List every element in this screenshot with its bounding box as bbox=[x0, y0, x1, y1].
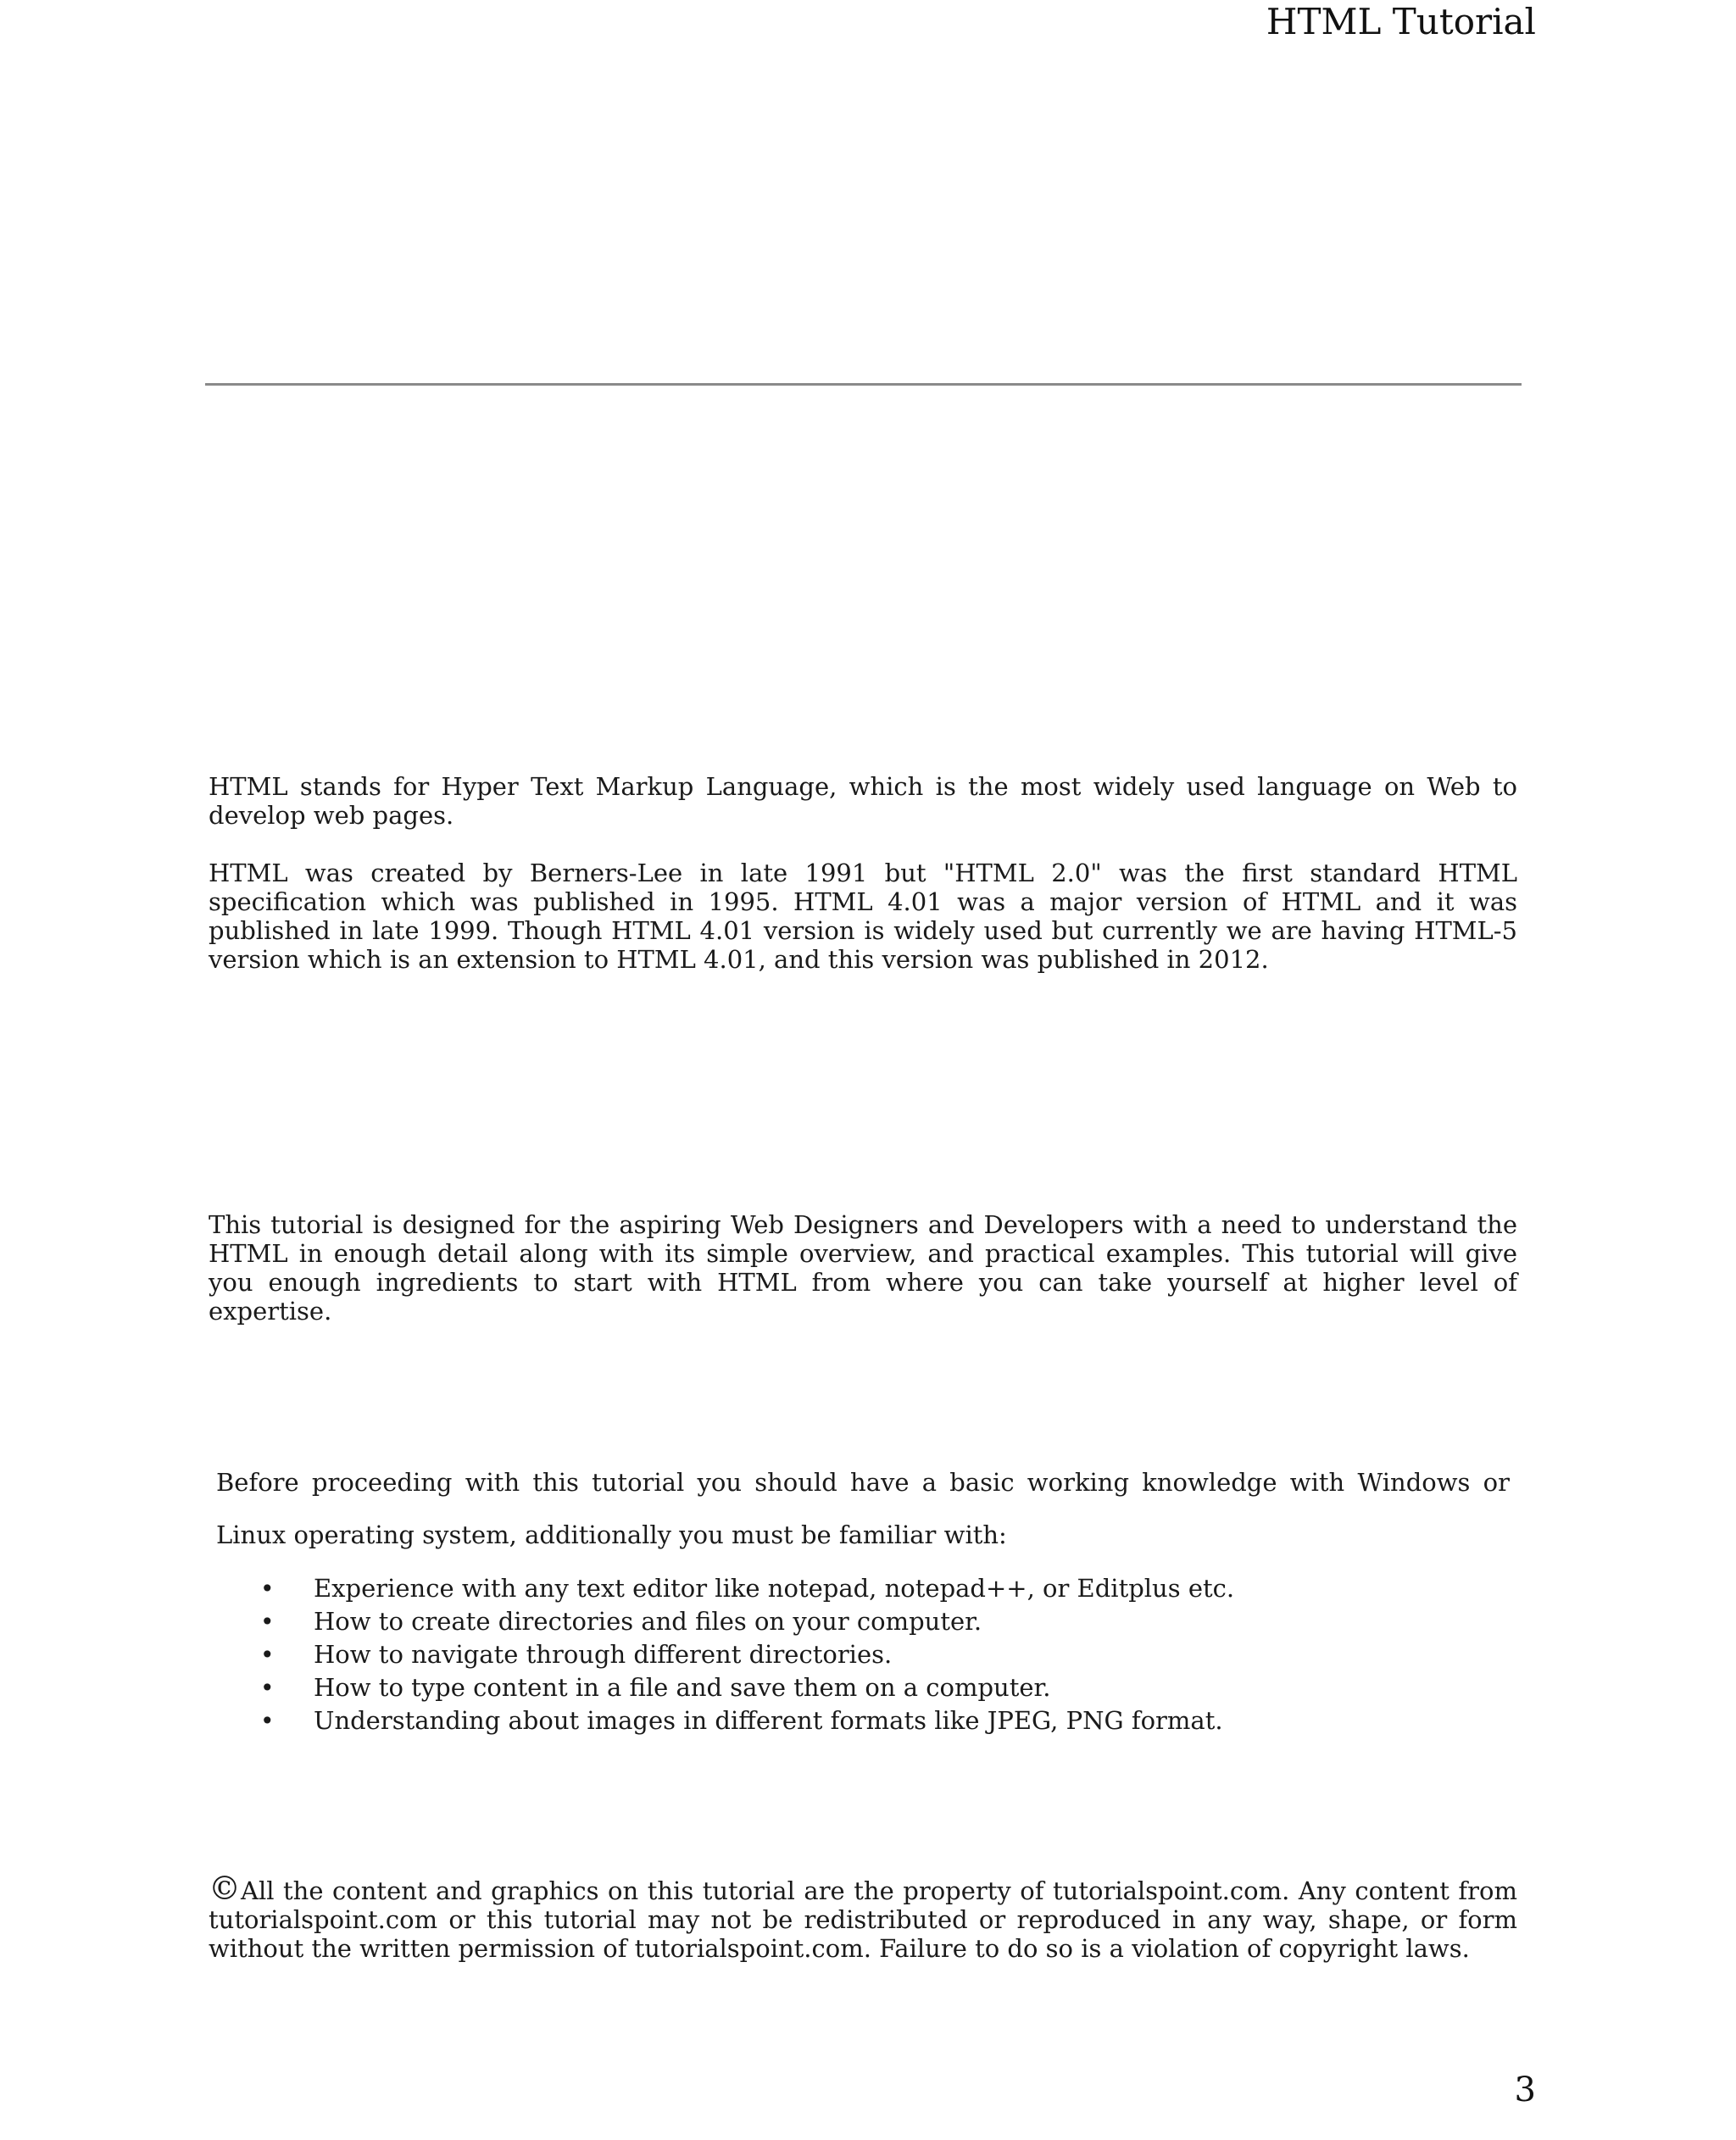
page-number: 3 bbox=[1514, 2071, 1536, 2109]
audience-paragraph: This tutorial is designed for the aspiring Web Designers and Developers with a need to understand the HTML in enough detail along with its simple overview, and practical examples. This tutorial will give you enough ingredients to start with HTML from where you can take yourself at higher level of expertise. bbox=[209, 1210, 1517, 1326]
list-item bbox=[260, 1572, 1510, 1605]
list-item-text: How to create directories and files on your computer. bbox=[314, 1607, 982, 1636]
bullet-icon: • bbox=[260, 1641, 275, 1669]
prerequisites-intro: Before proceeding with this tutorial you should have a basic working knowledge with Windows or Linux operating system, additionally you must be familiar with: bbox=[216, 1468, 1510, 1549]
bullet-icon: • bbox=[260, 1575, 275, 1603]
copyright-text: All the content and graphics on this tutorial are the property of tutorialspoint.com. Any content from tutorialspoint.com or this tutorial may not be redistributed or reproduced in any way, shape, or form without the written permission of tutorialspoint.com. Failure to do so is a violation of copyright laws. bbox=[209, 1876, 1517, 1963]
copyright-section bbox=[209, 1870, 1517, 1963]
copyright-notice bbox=[209, 1870, 1517, 1963]
header-divider bbox=[205, 383, 1522, 386]
audience-section bbox=[209, 1210, 1517, 1326]
list-item bbox=[260, 1671, 1510, 1704]
list-item-text: How to navigate through different directories. bbox=[314, 1640, 893, 1669]
list-item-text: Experience with any text editor like notepad, notepad++, or Editplus etc. bbox=[314, 1574, 1235, 1603]
bullet-icon: • bbox=[260, 1674, 275, 1702]
list-item-text: How to type content in a file and save them on a computer. bbox=[314, 1673, 1051, 1702]
bullet-icon: • bbox=[260, 1608, 275, 1636]
copyright-icon: © bbox=[209, 1870, 241, 1907]
running-header-title: HTML Tutorial bbox=[1266, 1, 1536, 42]
prerequisites-section bbox=[216, 1456, 1510, 1737]
list-item bbox=[260, 1605, 1510, 1638]
prerequisites-list bbox=[216, 1572, 1510, 1737]
list-item bbox=[260, 1638, 1510, 1671]
about-paragraph-1: HTML stands for Hyper Text Markup Language, which is the most widely used language on Web to develop web pages. bbox=[209, 772, 1517, 830]
bullet-icon: • bbox=[260, 1707, 275, 1735]
list-item-text: Understanding about images in different formats like JPEG, PNG format. bbox=[314, 1706, 1223, 1735]
about-paragraph-2: HTML was created by Berners-Lee in late 1991 but "HTML 2.0" was the first standard HTML specification which was published in 1995. HTML 4.01 was a major version of HTML and it was published in late 1999. Though HTML 4.01 version is widely used but currently we are having HTML-5 version which is an extension to HTML 4.01, and this version was published in 2012. bbox=[209, 859, 1517, 974]
list-item bbox=[260, 1704, 1510, 1737]
about-section bbox=[209, 772, 1517, 974]
